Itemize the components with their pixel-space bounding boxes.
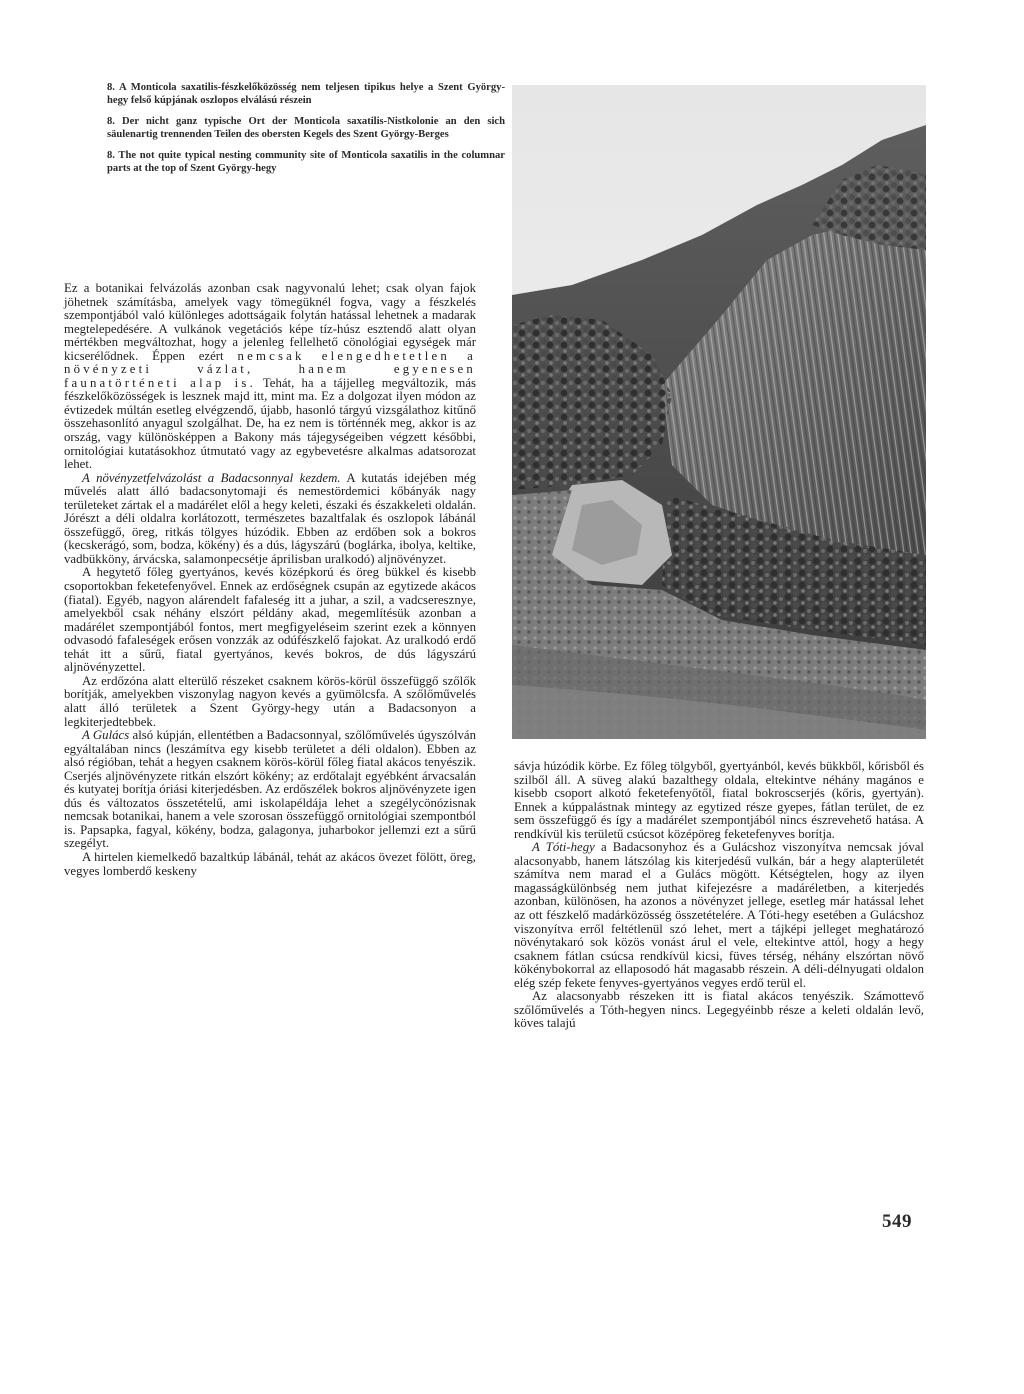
italic-lead: A Tóti-hegy — [532, 840, 595, 855]
left-text-column — [64, 282, 476, 878]
caption-english: 8. The not quite typical nesting community site of Monticola saxatilis in the columnar parts at the top of Szent György-hegy — [107, 150, 505, 174]
paragraph: A növényzetfelvázolást a Badacsonnyal kezdem. A kutatás idejében még művelés alatt álló badacsonytomaji és nemestördemici kőbányák nagy területeket zártak el a madárélet elől a hegy keleti, északi és északkeleti oldalán. Jórészt a déli oldalra korlátozott, természetes bazaltfalak és oszlopok lábánál összefüggő, öreg, ritkás tölgyes húzódik. Ebben az erdőben sok a bokros (kecskerágó, som, bodza, kökény) és a dús, lágyszárú (boglárka, ibolya, keltike, vadbükköny, árvácska, salamonpecsétje áprilisban uralkodó) aljnövényzet. — [64, 470, 476, 566]
paragraph: A hegytető főleg gyertyános, kevés középkorú és öreg bükkel és kisebb csoportokban feketefenyővel. Ennek az erdőségnek csupán az egytizede akácos (fiatal). Egyéb, nagyon alárendelt fafaleség itt a juhar, a szil, a vadcseresznye, amelyekből csak néhány elszórt példány akad, megemlítésük azonban a madárélet szempontjából fontos, mert megfigyeléseim szerint ezek a könnyen odvasodó fafaleségek erősen vonzzák az odúfészkelő fajokat. Az uralkodó erdő tehát itt a sűrű, fiatal gyertyános, kevés bokros, de dús lágyszárú aljnövényzettel. — [64, 565, 476, 675]
caption-hungarian: 8. A Monticola saxatilis-fészkelőközösség nem teljesen tipikus helye a Szent György-hegy felső kúpjának oszlopos elválású részein — [107, 82, 505, 106]
italic-lead: A növényzetfelvázolást a Badacsonnyal kezdem. — [82, 470, 341, 485]
paragraph: A hirtelen kiemelkedő bazaltkúp lábánál, tehát az akácos övezet fölött, öreg, vegyes lomberdő keskeny — [64, 849, 476, 878]
paragraph: A Gulács alsó kúpján, ellentétben a Badacsonnyal, szőlőművelés úgyszólván egyáltalában nincs (leszámítva egy kisebb területet a déli oldalon). Ebben az alsó régióban, tehát a hegyen csaknem körös-körül főleg fiatal akácos tenyészik. Cserjés aljnövényzete ritkán elszórt kökény; az erdőtalajt egyébként árvacsalán és kutyatej borítja óriási kiterjedésben. Az erdőszélek bokros aljnövényzete igen dús és változatos összetételű, ami iskolapéldája lehet a szegélycönózisnak nemcsak botanikai, hanem a vele szorosan összefüggő ornitológiai szempontból is. Papsapka, fagyal, kökény, bodza, galagonya, juharbokor jellemzi ezt a sűrű szegélyt. — [64, 728, 476, 851]
paragraph: sávja húzódik körbe. Ez főleg tölgyből, gyertyánból, kevés bükkből, kőrisből és szilből áll. A süveg alakú bazalthegy oldala, eltekintve néhány magános e kisebb csoport alkotó feketefenyőtől, fiatal bokroscserjés (kőris, gyertyán). Ennek a kúppalástnak mintegy az egytized része gyepes, fátlan terület, de ez sem összefüggő és így a madárélet szempontjából nincs észrevehető hatása. A rendkívül kis területű csúcsot középöreg feketefenyves borítja. — [514, 759, 924, 841]
photo-illustration — [512, 85, 926, 739]
paragraph: Ez a botanikai felvázolás azonban csak nagyvonalú lehet; csak olyan fajok jöhetnek számításba, amelyek vagy tömegüknél fogva, vagy a fészkelés szempontjából való különleges adottságaik folytán hatással lehetnek a madarak megtelepedésére. A vulkánok vegetációs képe tíz-húsz esztendő alatt olyan mértékben megváltozhat, hogy a jelenleg fellelhető cönológiai egységek már kicserélődnek. Éppen ezért nemcsak elengedhetetlen a növényzeti vázlat, hanem egyenesen faunatörténeti alap is. Tehát, ha a tájjelleg megváltozik, más fészkelőközösségek is lesznek majd itt, mint ma. Ez a dolgozat ilyen módon az évtizedek múltán esetleg elvégzendő, újabb, hasonló tárgyú vizsgálathoz kitűnő összehasonlító anyagul szolgálhat. De, ha ez nem is történnék meg, akkor is az ország, vagy különösképpen a Bakony más tájegységeiben végzett későbbi, ornitológiai kutatásokhoz útmutató vagy az egybevetésre alkalmas adatsorozat lehet. — [64, 281, 476, 472]
basalt-columns-photo — [512, 85, 926, 739]
figure-caption — [107, 82, 505, 185]
paragraph: Az alacsonyabb részeken itt is fiatal akácos tenyészik. Számottevő szőlőművelés a Tóth-hegyen nincs. Legegyéinbb része a keleti oldalán levő, köves talajú — [514, 989, 924, 1031]
paragraph: A Tóti-hegy a Badacsonyhoz és a Gulácshoz viszonyítva nemcsak jóval alacsonyabb, hanem látszólag kis kiterjedésű vulkán, bár a hegy alapterületét számítva nem marad el a Gulács mögött. Kétségtelen, hogy az ilyen magasságkülönbség nem juthat kifejezésre a madáréletben, a kiterjedés azonban, különösen, ha azonos a növényzet jellege, esetleg már hatással lehet az ott fészkelő madárközösség összetételére. A Tóti-hegy esetében a Gulácshoz viszonyítva erről feltétlenül szó lehet, mert a tájképi jelleget meghatározó növénytakaró sok közös vonást árul el vele, eltekintve attól, hogy a hegy csaknem fátlan csúcsa rendkívül kicsi, füves térség, néhány elszórtan növő kökénybokorral az ellaposodó hát magasabb részein. A déli-délnyugati oldalon elég szép fekete fenyves-gyertyános vegyes erdő terül el. — [514, 840, 924, 990]
right-text-column — [514, 760, 924, 1031]
paragraph: Az erdőzóna alatt elterülő részeket csaknem körös-körül összefüggő szőlők borítják, amelyekben viszonylag nagyon kevés a gyümölcsfa. A szőlőművelés alatt álló területek a Szent György-hegy után a Badacsonyon a legkiterjedtebbek. — [64, 673, 476, 729]
italic-lead: A Gulács — [82, 728, 130, 743]
page-number: 549 — [882, 1211, 912, 1232]
caption-german: 8. Der nicht ganz typische Ort der Monticola saxatilis-Nistkolonie an den sich säulenartig trennenden Teilen des obersten Kegels des Szent György-Berges — [107, 116, 505, 140]
